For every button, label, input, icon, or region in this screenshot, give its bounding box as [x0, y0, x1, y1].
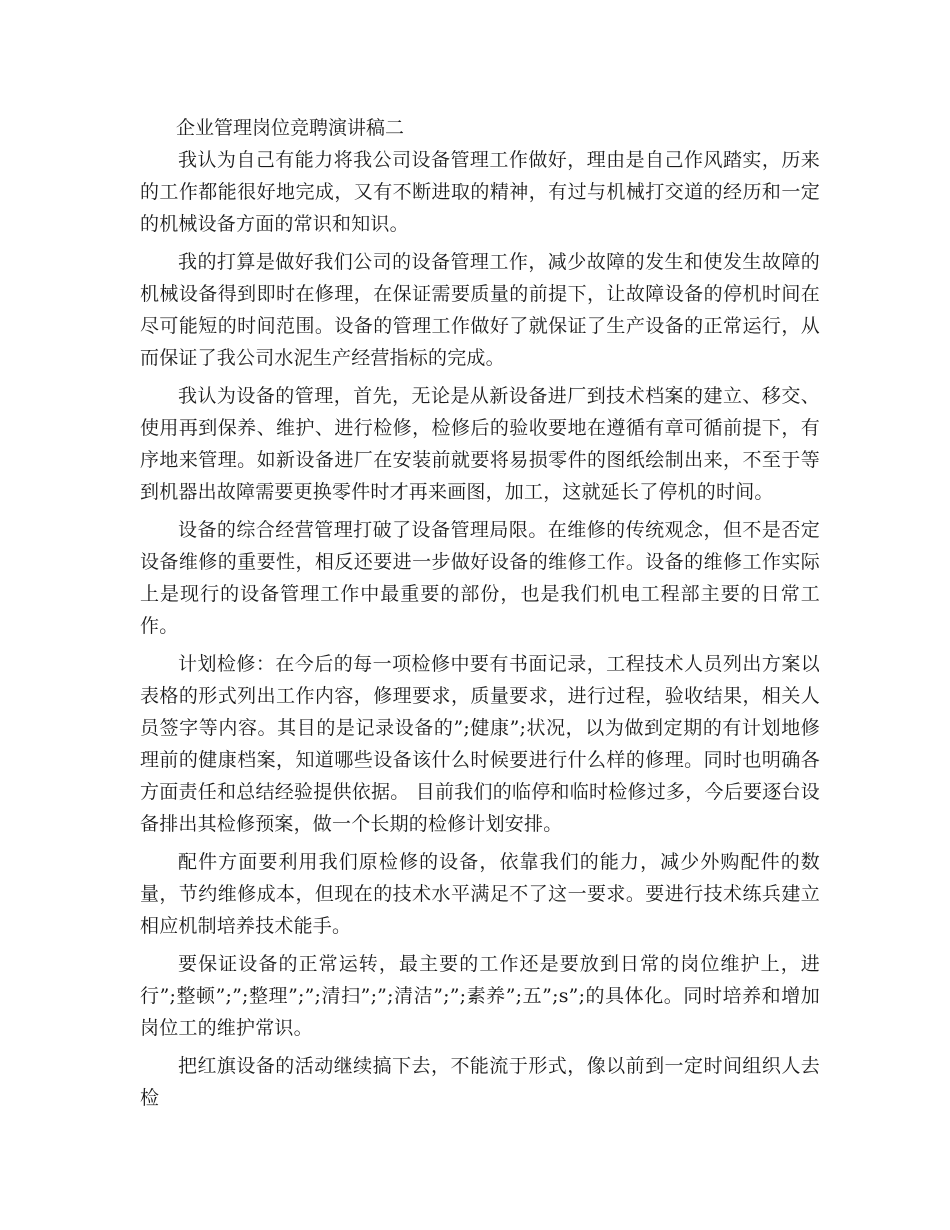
document-body	[140, 112, 820, 1120]
paragraph-3: 我认为设备的管理，首先，无论是从新设备进厂到技术档案的建立、移交、使用再到保养、维护、进行检修，检修后的验收要地在遵循有章可循前提下，有序地来管理。如新设备进厂在安装前就要将易损零件的图纸绘制出来，不至于等到机器出故障需要更换零件时才再来画图，加工，这就延长了停机的时间。	[140, 385, 820, 503]
paragraph-1: 我认为自己有能力将我公司设备管理工作做好，理由是自己作风踏实，历来的工作都能很好地完成，又有不断进取的精神，有过与机械打交道的经历和一定的机械设备方面的常识和知识。	[140, 149, 820, 235]
paragraph-2: 我的打算是做好我们公司的设备管理工作，减少故障的发生和使发生故障的机械设备得到即时在修理，在保证需要质量的前提下，让故障设备的停机时间在尽可能短的时间范围。设备的管理工作做好了就保证了生产设备的正常运行，从而保证了我公司水泥生产经营指标的完成。	[140, 251, 820, 369]
paragraph-4: 设备的综合经营管理打破了设备管理局限。在维修的传统观念，但不是否定设备维修的重要性，相反还要进一步做好设备的维修工作。设备的维修工作实际上是现行的设备管理工作中最重要的部份，也是我们机电工程部主要的日常工作。	[140, 519, 820, 637]
paragraph-7: 要保证设备的正常运转，最主要的工作还是要放到日常的岗位维护上，进行”;整顿”;”;整理”;”;清扫”;”;清洁”;”;素养”;五”;s”;的具体化。同时培养和增加岗位工的维护常识。	[140, 953, 820, 1039]
document-title: 企业管理岗位竞聘演讲稿二	[176, 117, 405, 139]
paragraph-6: 配件方面要利用我们原检修的设备，依靠我们的能力，减少外购配件的数量，节约维修成本，但现在的技术水平满足不了这一要求。要进行技术练兵建立相应机制培养技术能手。	[140, 851, 820, 937]
paragraph-5: 计划检修：在今后的每一项检修中要有书面记录，工程技术人员列出方案以表格的形式列出工作内容，修理要求，质量要求，进行过程，验收结果，相关人员签字等内容。其目的是记录设备的”;健康”;状况，以为做到定期的有计划地修理前的健康档案，知道哪些设备该什么时候要进行什么样的修理。同时也明确各方面责任和总结经验提供依据。 目前我们的临停和临时检修过多，今后要逐台设备排出其检修预案，做一个长期的检修计划安排。	[140, 653, 820, 835]
paragraph-8: 把红旗设备的活动继续搞下去，不能流于形式，像以前到一定时间组织人去检	[140, 1055, 820, 1109]
